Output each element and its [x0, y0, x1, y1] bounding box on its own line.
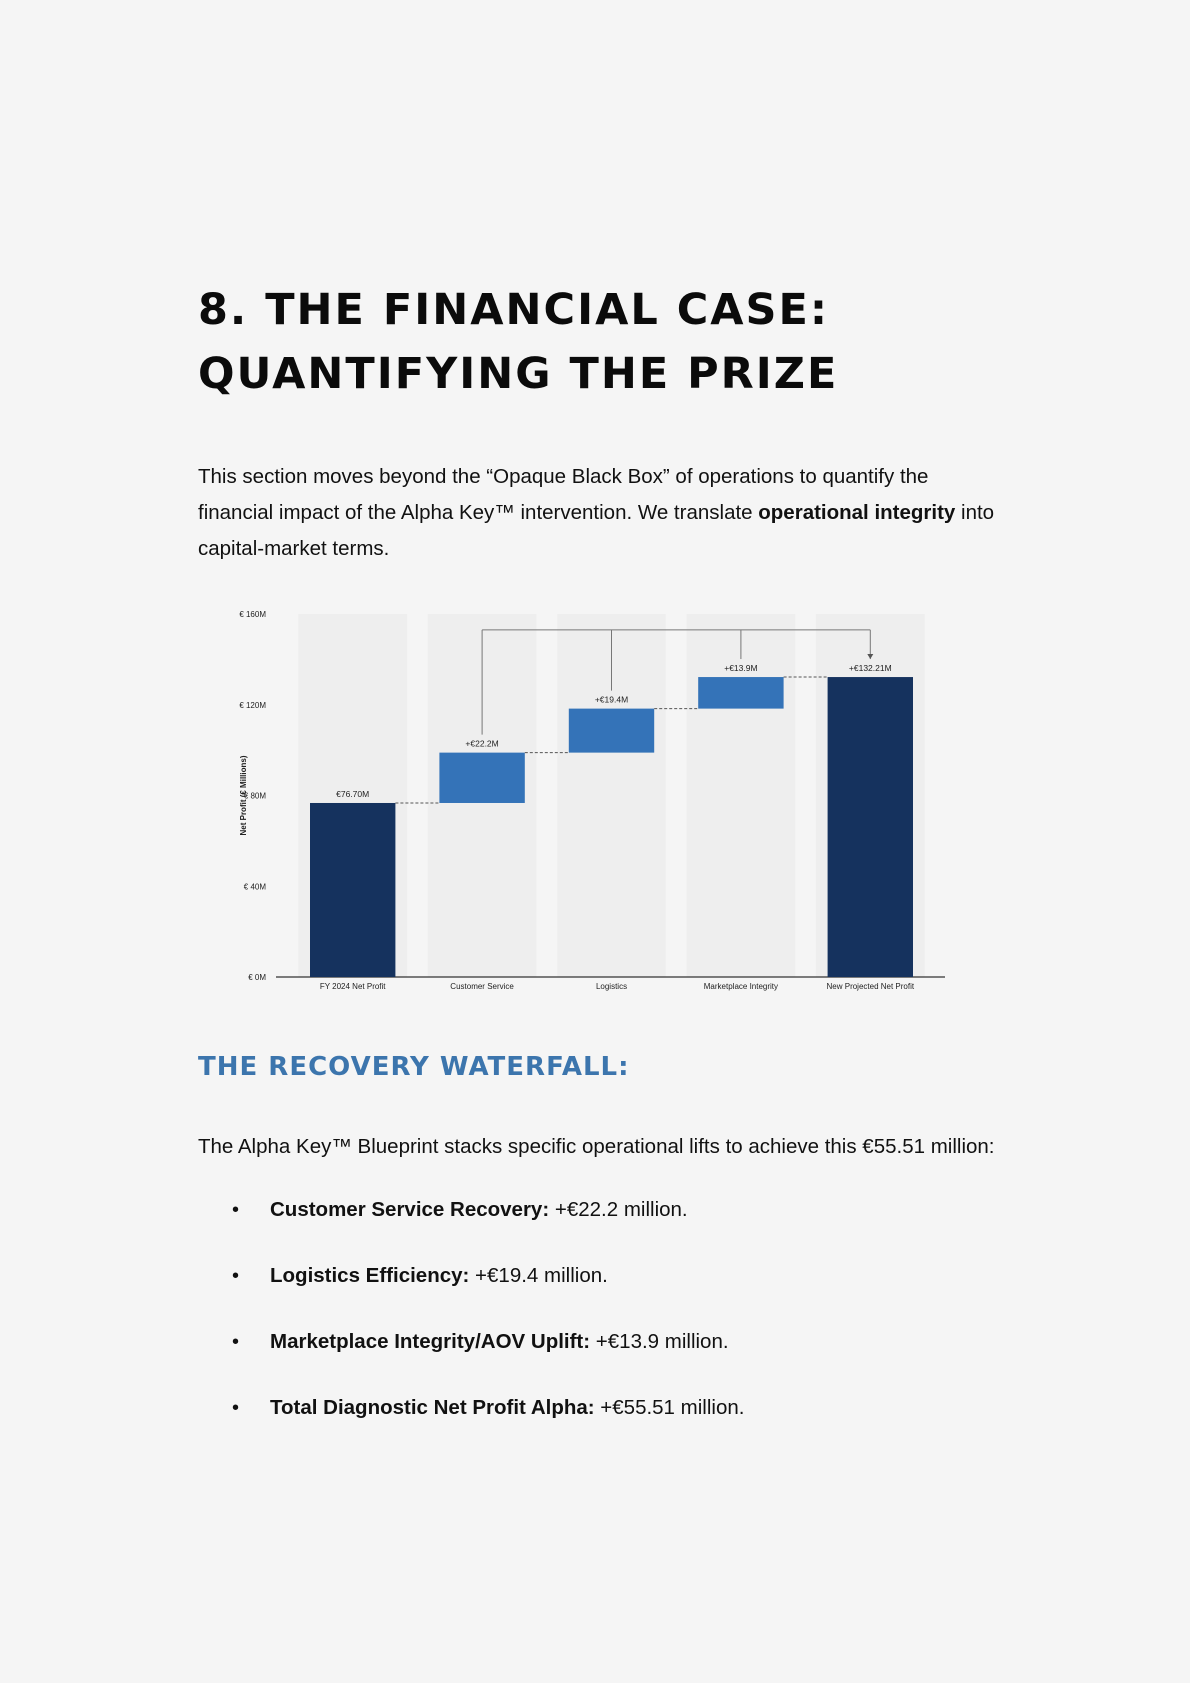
intro-paragraph [198, 459, 998, 567]
list-item [198, 1195, 744, 1261]
bullet-label: Total Diagnostic Net Profit Alpha: [270, 1396, 595, 1419]
bar-value-label: €76.70M [336, 788, 370, 799]
x-tick-label: Marketplace Integrity [703, 982, 779, 991]
page-title-line-1: 8. THE FINANCIAL CASE: [198, 285, 830, 335]
list-item [198, 1393, 744, 1459]
bullet-value: +€22.2 million. [549, 1198, 688, 1221]
bullet-dot: • [232, 1397, 240, 1419]
bullet-dot: • [232, 1265, 240, 1287]
bar-value-label: +€13.9M [724, 663, 758, 674]
bullet-list [198, 1195, 744, 1459]
chart-bar [310, 803, 395, 977]
bar-value-label: +€132.21M [848, 663, 892, 674]
bullet-label: Customer Service Recovery: [270, 1198, 550, 1221]
x-tick-label: Customer Service [450, 982, 514, 991]
y-tick-label: € 0M [248, 973, 266, 982]
x-tick-label: New Projected Net Profit [826, 982, 915, 991]
bullet-dot: • [232, 1331, 240, 1353]
chart-bar [439, 753, 524, 803]
bullet-value: +€19.4 million. [469, 1264, 608, 1287]
lead-paragraph: The Alpha Key™ Blueprint stacks specific operational lifts to achieve this €55.51 million: [198, 1135, 995, 1158]
intro-text-2: into capital-market terms. [198, 501, 995, 560]
bar-value-label: +€19.4M [594, 694, 629, 705]
y-tick-label: € 40M [243, 882, 266, 892]
x-tick-label: Logistics [595, 982, 628, 991]
chart-bar [698, 677, 783, 709]
section-heading: THE RECOVERY WATERFALL: [198, 1052, 630, 1082]
waterfall-chart [230, 606, 950, 1006]
bar-value-label: +€22.2M [465, 738, 499, 749]
x-tick-label: FY 2024 Net Profit [319, 982, 386, 991]
list-item [198, 1327, 744, 1393]
chart-bar [569, 709, 654, 753]
page-title-line-2: QUANTIFYING THE PRIZE [198, 349, 839, 399]
bullet-label: Marketplace Integrity/AOV Uplift: [270, 1330, 591, 1353]
y-tick-label: € 120M [239, 700, 266, 710]
y-tick-label: € 80M [243, 791, 266, 801]
intro-bold-text: operational integrity [758, 501, 956, 524]
chart-bar [828, 677, 913, 977]
bullet-value: +€55.51 million. [594, 1396, 745, 1419]
bullet-value: +€13.9 million. [590, 1330, 729, 1353]
intro-text-1: This section moves beyond the “Opaque Black Box” of operations to quantify the financial impact of the Alpha Key™ intervention. We translate [198, 465, 929, 524]
y-tick-label: € 160M [239, 610, 266, 619]
y-axis-label: Net Profit (€ Millions) [239, 755, 248, 836]
list-item [198, 1261, 744, 1327]
bullet-dot: • [232, 1199, 240, 1221]
bullet-label: Logistics Efficiency: [270, 1264, 470, 1287]
page-title [198, 278, 1058, 406]
